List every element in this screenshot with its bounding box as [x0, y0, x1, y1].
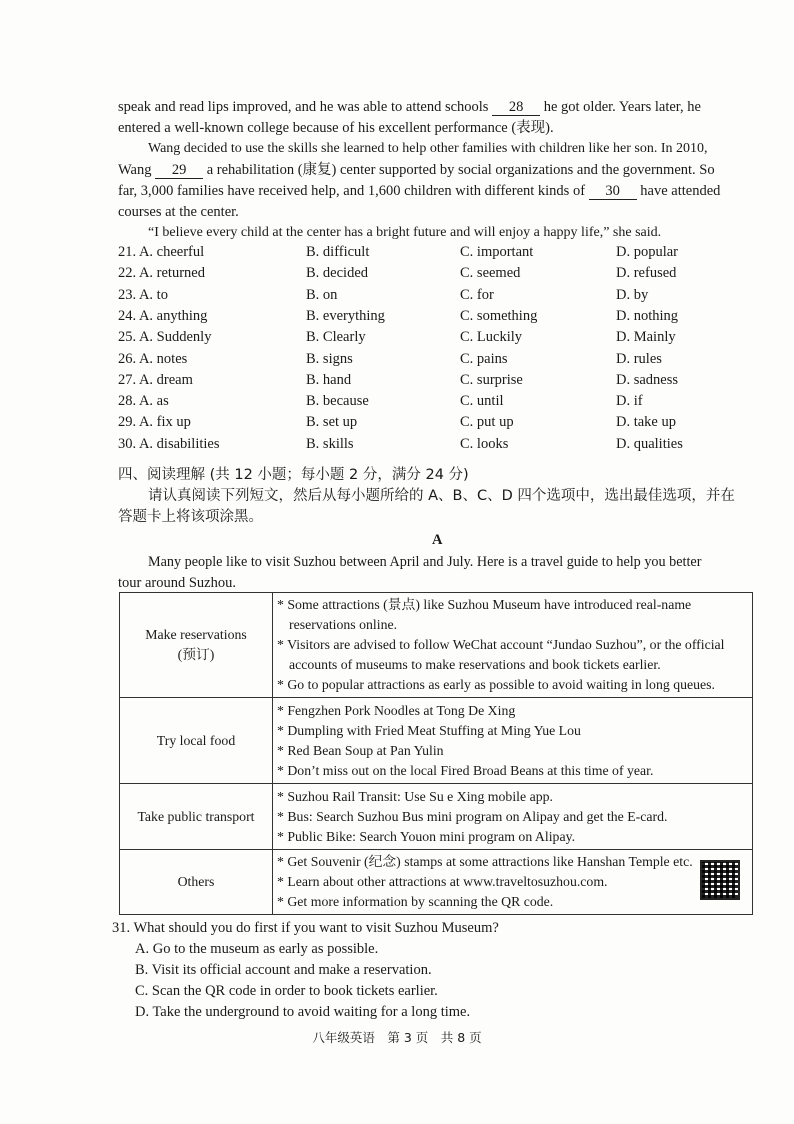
option-a[interactable]: 30. A. disabilities [118, 435, 220, 452]
guide-item: * Red Bean Soup at Pan Yulin [277, 742, 444, 758]
instruction: 请认真阅读下列短文，然后从每小题所给的 A、B、C、D 四个选项中，选出最佳选项，并在 [148, 488, 735, 504]
passage-line: Wang decided to use the skills she learned to help other families with children like her son. In 2010, [148, 141, 708, 156]
option-d[interactable]: D. popular [616, 244, 679, 260]
text: far, 3,000 families have received help, and 1,600 children with different kinds of [118, 183, 586, 199]
page-footer: 八年级英语 第 3 页 共 8 页 [312, 1030, 482, 1045]
passage-line: “I believe every child at the center has a bright future and will enjoy a happy life,” she said. [148, 225, 662, 240]
question-stem: 31. What should you do first if you want to visit Suzhou Museum? [112, 920, 499, 936]
category-label: Make reservations [145, 627, 247, 642]
category-cell [120, 698, 273, 784]
guide-item: * Get Souvenir (纪念) stamps at some attractions like Hanshan Temple etc. [277, 854, 693, 869]
guide-item: * Suzhou Rail Transit: Use Su e Xing mobile app. [277, 788, 553, 804]
category-label-cn: (预订) [177, 647, 215, 662]
guide-item: * Fengzhen Pork Noodles at Tong De Xing [277, 702, 516, 718]
table-row [120, 593, 753, 698]
items-cell [273, 850, 753, 915]
passage-line [118, 97, 701, 117]
option-a[interactable]: 26. A. notes [118, 350, 188, 367]
option-d[interactable]: D. if [616, 393, 643, 410]
option-c[interactable]: C. something [460, 307, 538, 324]
section-heading: 四、阅读理解 (共 12 小题；每小题 2 分，满分 24 分) [118, 467, 469, 483]
guide-item: * Don’t miss out on the local Fired Broad Beans at this time of year. [277, 762, 654, 778]
table-row [120, 784, 753, 850]
option-d[interactable]: D. refused [616, 265, 677, 282]
blank-28: 28 [492, 99, 540, 116]
option-c[interactable]: C. until [460, 393, 504, 410]
option-d[interactable]: D. by [616, 286, 649, 303]
option-a[interactable]: 25. A. Suddenly [118, 329, 212, 346]
guide-item: * Learn about other attractions at www.traveltosuzhou.com. [277, 874, 608, 889]
option-a[interactable]: 21. A. cheerful [118, 244, 205, 260]
answer-option[interactable]: A. Go to the museum as early as possible. [135, 941, 379, 957]
guide-item: * Visitors are advised to follow WeChat account “Jundao Suzhou”, or the official accounts of museums to make reservations and book tickets earlier. [277, 637, 725, 672]
text: he got older. Years later, he [543, 99, 701, 115]
option-a[interactable]: 22. A. returned [118, 265, 205, 282]
answer-option[interactable]: B. Visit its official account and make a reservation. [135, 962, 432, 978]
passage-label: A [432, 532, 443, 548]
option-a[interactable]: 29. A. fix up [118, 414, 191, 431]
answer-option[interactable]: D. Take the underground to avoid waiting for a long time. [135, 1004, 471, 1020]
intro-line: Many people like to visit Suzhou between April and July. Here is a travel guide to help you better [148, 554, 702, 570]
option-b[interactable]: B. set up [306, 414, 358, 431]
option-c[interactable]: C. Luckily [460, 329, 523, 346]
option-c[interactable]: C. looks [460, 435, 509, 452]
qr-code-icon[interactable] [700, 860, 740, 900]
option-b[interactable]: B. because [306, 393, 369, 410]
guide-item: * Get more information by scanning the QR code. [277, 894, 554, 909]
option-b[interactable]: B. skills [306, 435, 354, 452]
passage-line [118, 160, 715, 180]
option-a[interactable]: 27. A. dream [118, 371, 193, 388]
guide-item: * Dumpling with Fried Meat Stuffing at Ming Yue Lou [277, 722, 581, 738]
items-cell [273, 593, 753, 698]
passage-line: courses at the center. [118, 204, 239, 220]
category-label: Try local food [156, 732, 236, 748]
option-a[interactable]: 28. A. as [118, 393, 169, 410]
option-b[interactable]: B. decided [306, 265, 369, 282]
text: have attended [640, 183, 721, 199]
option-a[interactable]: 24. A. anything [118, 307, 208, 324]
category-cell [120, 784, 273, 850]
instruction: 答题卡上将该项涂黑。 [118, 509, 263, 525]
text: Wang [118, 162, 152, 178]
items-cell [273, 698, 753, 784]
option-c[interactable]: C. important [460, 244, 534, 260]
table-row [120, 698, 753, 784]
guide-item: * Go to popular attractions as early as possible to avoid waiting in long queues. [277, 677, 715, 692]
option-c[interactable]: C. surprise [460, 371, 523, 388]
option-d[interactable]: D. qualities [616, 435, 683, 452]
option-c[interactable]: C. for [460, 286, 494, 303]
option-d[interactable]: D. sadness [616, 371, 679, 388]
option-d[interactable]: D. Mainly [616, 329, 676, 346]
passage-line: entered a well-known college because of his excellent performance (表现). [118, 120, 554, 136]
text: speak and read lips improved, and he was able to attend schools [118, 99, 489, 115]
option-b[interactable]: B. difficult [306, 244, 370, 260]
guide-item: * Some attractions (景点) like Suzhou Museum have introduced real-name reservations online. [277, 597, 692, 632]
answer-option[interactable]: C. Scan the QR code in order to book tickets earlier. [135, 983, 438, 999]
category-cell [120, 593, 273, 698]
blank-30: 30 [589, 183, 637, 200]
option-d[interactable]: D. take up [616, 414, 676, 431]
blank-29: 29 [155, 162, 203, 179]
guide-item: * Bus: Search Suzhou Bus mini program on Alipay and get the E-card. [277, 808, 668, 824]
option-b[interactable]: B. signs [306, 350, 353, 367]
table-row [120, 850, 753, 915]
option-c[interactable]: C. seemed [460, 265, 521, 282]
items-cell [273, 784, 753, 850]
option-c[interactable]: C. pains [460, 350, 508, 367]
option-b[interactable]: B. Clearly [306, 329, 366, 346]
category-cell [120, 850, 273, 915]
option-d[interactable]: D. nothing [616, 307, 679, 324]
category-label: Others [177, 874, 215, 889]
option-d[interactable]: D. rules [616, 350, 662, 367]
option-b[interactable]: B. hand [306, 371, 352, 388]
intro-line: tour around Suzhou. [118, 575, 236, 591]
text: a rehabilitation (康复) center supported by social organizations and the government. So [206, 162, 715, 178]
category-label: Take public transport [137, 808, 255, 824]
option-c[interactable]: C. put up [460, 414, 514, 431]
passage-line [118, 181, 720, 201]
option-b[interactable]: B. on [306, 286, 338, 303]
travel-guide-table [119, 592, 753, 915]
option-b[interactable]: B. everything [306, 307, 385, 324]
option-a[interactable]: 23. A. to [118, 286, 168, 303]
guide-item: * Public Bike: Search Youon mini program on Alipay. [277, 828, 576, 844]
